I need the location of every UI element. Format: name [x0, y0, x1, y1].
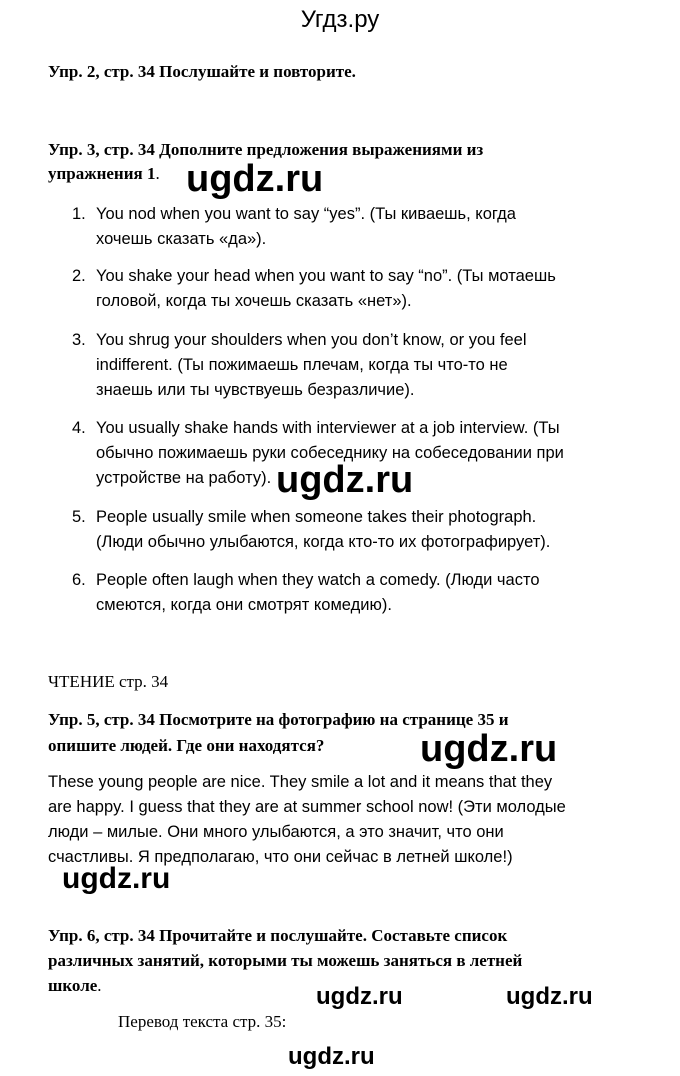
list-item-text-line3: устройстве на работу).	[96, 469, 272, 487]
watermark-3: ugdz.ru	[420, 728, 558, 770]
list-item-text-line3: знаешь или ты чувствуешь безразличие).	[96, 381, 415, 399]
list-item-text-line2: обычно пожимаешь руки собеседнику на собеседовании при	[96, 444, 564, 462]
list-item-text-line1: You usually shake hands with interviewer at a job interview. (Ты	[96, 419, 560, 437]
exercise-5-heading-line2: опишите людей. Где они находятся?	[48, 736, 325, 755]
exercise-6-heading-line2: различных занятий, которыми ты можешь заняться в летней	[48, 951, 523, 970]
list-item-number: 4.	[72, 419, 86, 437]
exercise-6-heading-line1: Упр. 6, стр. 34 Прочитайте и послушайте. Составьте список	[48, 926, 508, 945]
list-item-text-line2: indifferent. (Ты пожимаешь плечам, когда ты что-то не	[96, 356, 508, 374]
list-item-number: 3.	[72, 331, 86, 349]
exercise-5-answer-line2: are happy. I guess that they are at summer school now! (Эти молодые	[48, 798, 566, 816]
exercise-6-heading-dot: .	[97, 976, 102, 995]
watermark-1: ugdz.ru	[186, 158, 324, 200]
list-item-number: 6.	[72, 571, 86, 589]
exercise-3-heading-line1: Упр. 3, стр. 34 Дополните предложения выражениями из	[48, 140, 484, 159]
list-item-text-line1: You shrug your shoulders when you don’t know, or you feel	[96, 331, 527, 349]
list-item-number: 2.	[72, 267, 86, 285]
site-title: Угдз.ру	[300, 6, 380, 33]
watermark-5: ugdz.ru	[316, 983, 403, 1010]
watermark-6: ugdz.ru	[506, 983, 593, 1010]
watermark-2: ugdz.ru	[276, 459, 414, 501]
exercise-6-heading-line3	[48, 976, 102, 996]
list-item-number: 5.	[72, 508, 86, 526]
reading-section-label: ЧТЕНИЕ стр. 34	[48, 672, 169, 691]
list-item-text-line2: (Люди обычно улыбаются, когда кто-то их фотографирует).	[96, 533, 551, 551]
list-item-text-line1: People often laugh when they watch a comedy. (Люди часто	[96, 571, 540, 589]
list-item-text-line2: хочешь сказать «да»).	[96, 230, 267, 248]
exercise-5-answer-line3: люди – милые. Они много улыбаются, а это значит, что они	[48, 823, 504, 841]
exercise-5-answer-line1: These young people are nice. They smile a lot and it means that they	[48, 773, 553, 791]
exercise-5-heading-line1: Упр. 5, стр. 34 Посмотрите на фотографию на странице 35 и	[48, 710, 509, 729]
list-item-number: 1.	[72, 205, 86, 223]
list-item-text-line1: You shake your head when you want to say “no”. (Ты мотаешь	[96, 267, 556, 285]
exercise-5-answer-line4: счастливы. Я предполагаю, что они сейчас в летней школе!)	[48, 848, 513, 866]
watermark-7: ugdz.ru	[288, 1043, 375, 1070]
list-item-text-line1: You nod when you want to say “yes”. (Ты киваешь, когда	[96, 205, 516, 223]
list-item-text-line2: смеются, когда они смотрят комедию).	[96, 596, 392, 614]
list-item-text-line2: головой, когда ты хочешь сказать «нет»).	[96, 292, 412, 310]
list-item-text-line1: People usually smile when someone takes their photograph.	[96, 508, 537, 526]
translation-label: Перевод текста стр. 35:	[118, 1012, 287, 1031]
exercise-3-heading-text: упражнения 1	[48, 164, 156, 183]
exercise-6-heading-text: школе	[48, 976, 98, 995]
exercise-3-heading-line2	[48, 164, 160, 184]
exercise-3-heading-dot: .	[155, 164, 160, 183]
exercise-2-heading: Упр. 2, стр. 34 Послушайте и повторите.	[48, 62, 356, 81]
watermark-4: ugdz.ru	[62, 862, 171, 895]
